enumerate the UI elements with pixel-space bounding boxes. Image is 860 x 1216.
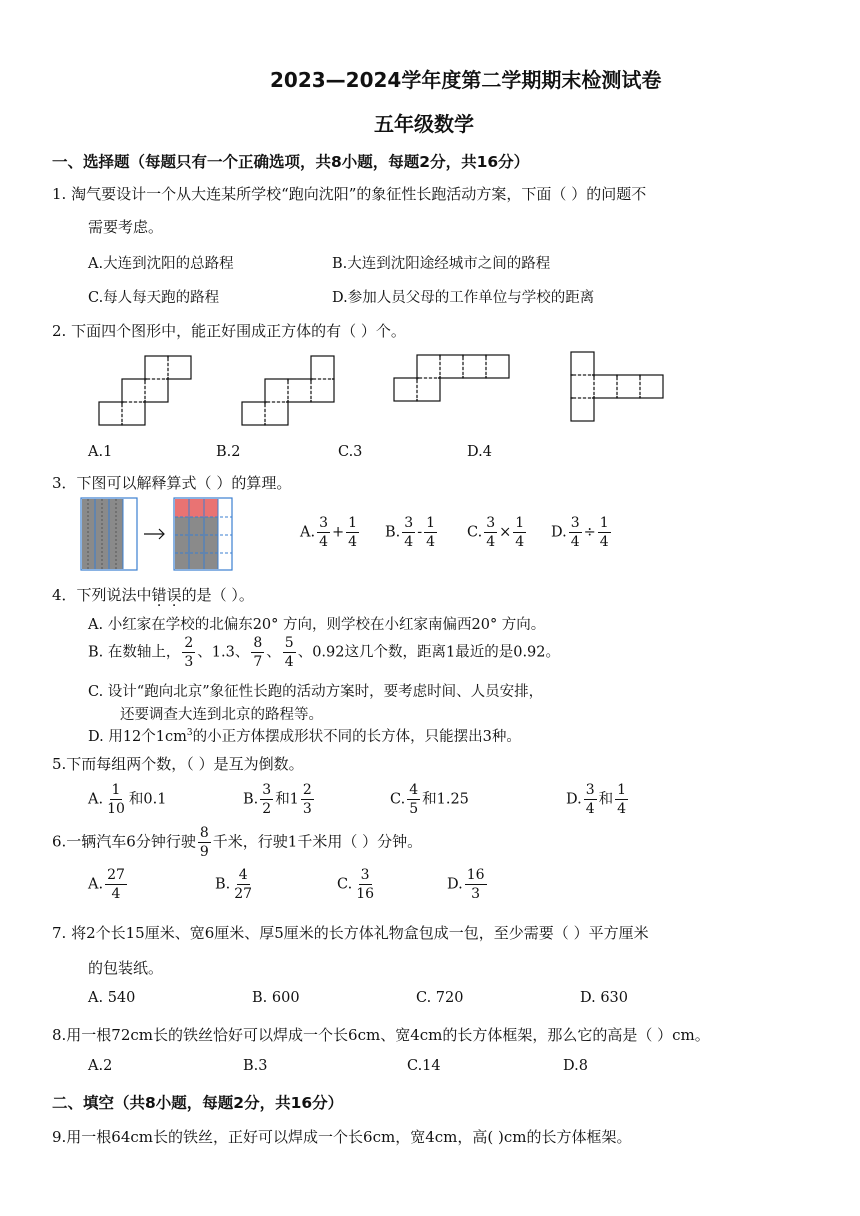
question-3-option-b: B. $\frac{3}{4}$ - $\frac{1}{4}$ <box>385 515 436 550</box>
question-5-option-b: B. $\frac{3}{2}$ 和1 $\frac{2}{3}$ <box>243 782 312 817</box>
question-9-text: 9.用一根64cm长的铁丝，正好可以焊成一个长6cm，宽4cm，高( )cm的长方体框架。 <box>52 1128 632 1146</box>
question-7-option-b: B. 600 <box>252 990 300 1006</box>
question-6-text: 6.一辆汽车6分钟行驶 $\frac{8}{9}$ 千米，行驶1千米用（ ）分钟。 <box>52 825 423 860</box>
question-4-text: 4．下列说法中错误的是（ ）。 <box>52 586 254 604</box>
cube-net-3 <box>394 355 509 401</box>
question-6-option-d: D. $\frac{16}{3}$ <box>447 867 485 902</box>
question-2-option-d: D.4 <box>467 444 492 460</box>
question-3-option-d: D. $\frac{3}{4}$ ÷ $\frac{1}{4}$ <box>551 515 609 550</box>
question-8-option-d: D.8 <box>563 1058 588 1074</box>
question-5-text: 5.下而每组两个数，（ ）是互为倒数。 <box>52 755 304 773</box>
question-2-option-c: C.3 <box>338 444 363 460</box>
question-7-option-d: D. 630 <box>580 990 629 1006</box>
question-6-option-b: B. $\frac{4}{27}$ <box>215 867 253 902</box>
section-heading-choice: 一、选择题（每题只有一个正确选项，共8小题，每题2分，共16分） <box>52 153 530 171</box>
question-1-option-a: A.大连到沈阳的总路程 <box>88 256 234 272</box>
cube-nets-figure <box>0 0 860 440</box>
question-8-option-c: C.14 <box>407 1058 441 1074</box>
arrow-right-icon <box>144 529 164 539</box>
question-3-option-a: A. $\frac{3}{4}$ + $\frac{1}{4}$ <box>300 515 358 550</box>
question-4-option-a: A. 小红家在学校的北偏东20° 方向，则学校在小红家南偏西20° 方向。 <box>88 617 546 633</box>
question-5-option-c: C. $\frac{4}{5}$ 和1.25 <box>390 782 469 817</box>
question-7-option-a: A. 540 <box>88 990 136 1006</box>
fraction-grid-left <box>81 498 137 570</box>
question-4-option-c-line1: C. 设计“跑向北京”象征性长跑的活动方案时，要考虑时间、人员安排， <box>88 684 544 700</box>
question-5-option-d: D. $\frac{3}{4}$ 和 $\frac{1}{4}$ <box>566 782 627 817</box>
question-3-option-c: C. $\frac{3}{4}$ × $\frac{1}{4}$ <box>467 515 525 550</box>
question-4-option-b: B. 在数轴上， $\frac{2}{3}$ 、1.3、 $\frac{8}{7}$ 、 $\frac{5}{4}$ 、0.92这几个数，距离1最近的是0.92。 <box>88 635 560 670</box>
fraction-grid-figure <box>80 497 240 573</box>
question-4-option-d: D. 用12个$1cm^3$的小正方体摆成形状不同的长方体，只能摆出3种。 <box>88 728 521 745</box>
question-7-option-c: C. 720 <box>416 990 464 1006</box>
question-8-option-b: B.3 <box>243 1058 268 1074</box>
question-1-option-b: B.大连到沈阳途经城市之间的路程 <box>332 256 551 272</box>
question-1-option-c: C.每人每天跑的路程 <box>88 290 220 306</box>
question-7-line1: 7. 将2个长15厘米、宽6厘米、厚5厘米的长方体礼物盒包成一包，至少需要（ ）平方厘米 <box>52 924 649 942</box>
question-1-option-d: D.参加人员父母的工作单位与学校的距离 <box>332 290 595 306</box>
question-2-option-b: B.2 <box>216 444 241 460</box>
section-heading-fill: 二、填空（共8小题，每题2分，共16分） <box>52 1094 344 1112</box>
question-1-line1: 1. 淘气要设计一个从大连某所学校“跑向沈阳”的象征性长跑活动方案，下面（ ）的问题不 <box>52 185 647 203</box>
question-2-text: 2. 下面四个图形中，能正好围成正方体的有（ ）个。 <box>52 322 406 340</box>
question-8-option-a: A.2 <box>88 1058 113 1074</box>
question-2-option-a: A.1 <box>88 444 113 460</box>
question-4-option-c-line2: 还要调查大连到北京的路程等。 <box>120 707 323 723</box>
fraction-grid-right <box>174 498 232 570</box>
question-8-text: 8.用一根72cm长的铁丝恰好可以焊成一个长6cm、宽4cm的长方体框架，那么它的高是（ ）cm。 <box>52 1026 710 1044</box>
question-6-option-a: A. $\frac{27}{4}$ <box>88 867 125 902</box>
question-6-option-c: C. $\frac{3}{16}$ <box>337 867 375 902</box>
question-7-line2: 的包装纸。 <box>88 959 164 977</box>
exam-title: 2023—2024学年度第二学期期末检测试卷 <box>270 68 662 92</box>
question-5-option-a: A. $\frac{1}{10}$ 和0.1 <box>88 782 167 817</box>
question-1-line2: 需要考虑。 <box>88 218 164 236</box>
question-3-text: 3．下图可以解释算式（ ）的算理。 <box>52 474 292 492</box>
exam-subtitle: 五年级数学 <box>374 112 474 136</box>
